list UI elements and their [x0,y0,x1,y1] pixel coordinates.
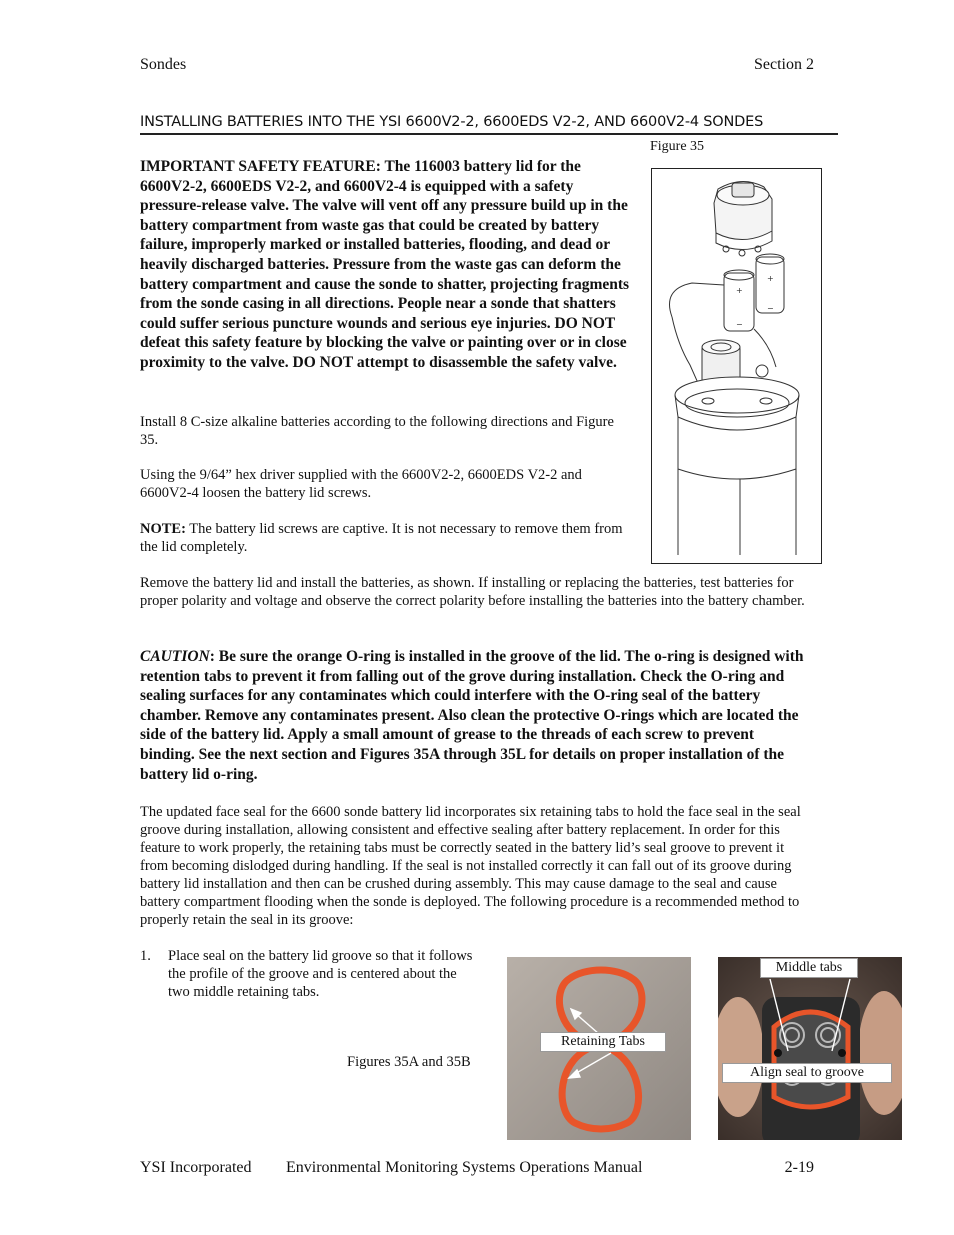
section-title: INSTALLING BATTERIES INTO THE YSI 6600V2-2, 6600EDS V2-2, AND 6600V2-4 SONDES [140,114,838,135]
battery-polarity-mark: − [767,304,774,313]
footer-page-number: 2-19 [784,1159,814,1176]
note-label: NOTE: [140,521,186,537]
caution-notice [140,647,810,784]
step-text: Place seal on the battery lid groove so that it follows the profile of the groove and is centered about the two middle retaining tabs. [168,948,473,1000]
header-section-name: Sondes [140,56,187,73]
sonde-battery-diagram [652,169,821,563]
battery-polarity-mark: + [736,286,743,295]
header-section-number: Section 2 [754,56,814,73]
battery-polarity-mark: − [736,320,743,329]
figure-35-sonde-illustration [651,168,822,564]
caution-text: : Be sure the orange O-ring is installed in the groove of the lid. The o-ring is designed with retention tabs to prevent it from falling out of the grove during installation. Check the O-ring and sealing surfaces for any contaminates which could interfere with the O-ring seal of the battery chamber. Remove any contaminates present. Also clean the protective O-rings which are located the side of the battery lid. Apply a small amount of grease to the threads of each screw to prevent binding. See the next section and Figures 35A through 35L for details on proper installation of the battery lid o-ring. [140,648,804,783]
figure-35-caption: Figure 35 [650,139,705,154]
remove-lid-paragraph: Remove the battery lid and install the batteries, as shown. If installing or replacing the batteries, test batteries for proper polarity and voltage and observe the correct polarity before installing the batteries into the battery chamber. [140,575,805,609]
install-instructions-paragraph: Install 8 C-size alkaline batteries according to the following directions and Figure 35. [140,414,614,448]
retaining-tabs-callout: Retaining Tabs [540,1032,666,1052]
figures-35ab-caption: Figures 35A and 35B [347,1054,471,1070]
footer-manual-title: Environmental Monitoring Systems Operations Manual [286,1159,643,1176]
face-seal-paragraph: The updated face seal for the 6600 sonde battery lid incorporates six retaining tabs to hold the face seal in the seal groove during installation, allowing consistent and effective sealing after battery replacement. In order for this feature to work properly, the retaining tabs must be correctly seated in the battery lid’s seal groove to prevent it from becoming dislodged during handling. If the seal is not installed correctly it can fall out of its groove during battery lid installation and then can be crushed during assembly. This may cause damage to the seal and cause battery compartment flooding when the sonde is deployed. The following procedure is a recommended method to properly retain the seal in its groove: [140,804,801,928]
caution-label: CAUTION [140,648,210,665]
hex-driver-paragraph: Using the 9/64” hex driver supplied with the 6600V2-2, 6600EDS V2-2 and 6600V2-4 loosen the battery lid screws. [140,467,582,501]
note-text: The battery lid screws are captive. It is not necessary to remove them from the lid completely. [140,521,623,555]
battery-polarity-mark: + [767,274,774,283]
photo-seal-in-lid-groove [718,957,902,1140]
align-seal-callout: Align seal to groove [722,1063,892,1083]
step-number: 1. [140,948,151,964]
note-paragraph [140,520,636,556]
middle-tabs-callout: Middle tabs [760,958,858,978]
footer-company: YSI Incorporated [140,1159,252,1176]
safety-feature-notice: IMPORTANT SAFETY FEATURE: The 116003 battery lid for the 6600V2-2, 6600EDS V2-2, and 6600V2-4 is equipped with a safety pressure-release valve. The valve will vent off any pressure build up in the battery compartment from waste gas that could be created by battery failure, improperly marked or installed batteries, flooding, and dead or heavily discharged batteries. Pressure from the waste gas can deform the battery compartment and cause the sonde to shatter, projecting fragments from the sonde casing in all directions. People near a sonde that shatters could suffer serious puncture wounds and serious eye injuries. DO NOT defeat this safety feature by blocking the valve or painting over or in close proximity to the valve. DO NOT attempt to disassemble the safety valve. [140,158,630,371]
